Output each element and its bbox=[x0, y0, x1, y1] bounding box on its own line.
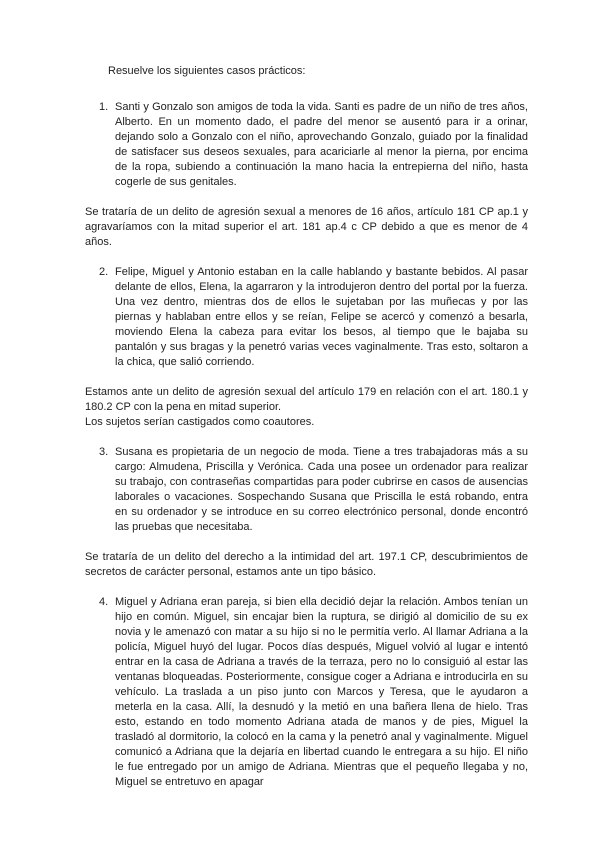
case-number-1: 1. bbox=[99, 101, 109, 113]
answer-2-line-2: Los sujetos serían castigados como coautores. bbox=[85, 416, 315, 428]
case-text-3: Susana es propietaria de un negocio de moda. Tiene a tres trabajadoras más a su cargo: Almudena, Priscilla y Verónica. Cada una posee un ordenador para realizar su trabajo, con contraseñas compartidas para poder cubrirse en casos de ausencias laborales o vacaciones. Sospechando Susana que Priscilla le está robando, entra en su ordenador y se introduce en su correo electrónico personal, donde encontró las pruebas que necesitaba. bbox=[115, 446, 528, 533]
answer-2-line-1: Estamos ante un delito de agresión sexual del artículo 179 en relación con el art. 180.1 y 180.2 CP con la pena en mitad superior. bbox=[85, 386, 528, 413]
case-number-2: 2. bbox=[99, 266, 109, 278]
answer-paragraph-3: Se trataría de un delito del derecho a la intimidad del art. 197.1 CP, descubrimientos de secretos de carácter personal, estamos ante un tipo básico. bbox=[85, 551, 528, 578]
case-text-4: Miguel y Adriana eran pareja, si bien ella decidió dejar la relación. Ambos tenían un hijo en común. Miguel, sin encajar bien la ruptura, se dirigió al domicilio de su ex novia y le amenazó con matar a su hijo si no le permitía verlo. Al llamar Adriana a la policía, Miguel huyó del lugar. Pocos días después, Miguel volvió al lugar e intentó entrar en la casa de Adriana a través de la terraza, pero no lo consiguió al estar las ventanas bloqueadas. Posteriormente, consigue coger a Adriana e introducirla en su vehículo. La traslada a un piso junto con Marcos y Teresa, que le ayudaron a meterla en la casa. Allí, la desnudó y la metió en una bañera llena de hielo. Tras esto, estando en todo momento Adriana atada de manos y de pies, Miguel la trasladó al dormitorio, la colocó en la cama y la penetró anal y vaginalmente. Miguel comunicó a Adriana que la dejaría en libertad cuando le entregara a su hijo. El niño le fue entregado por un amigo de Adriana. Mientras que el pequeño llegaba y no, Miguel se entretuvo en apagar bbox=[115, 596, 528, 788]
intro-text: Resuelve los siguientes casos prácticos: bbox=[108, 65, 306, 77]
case-item-4 bbox=[99, 595, 528, 790]
answer-paragraph-1: Se trataría de un delito de agresión sexual a menores de 16 años, artículo 181 CP ap.1 y agravaríamos con la mitad superior el art. 181 ap.4 c CP debido a que es menor de 4 años. bbox=[85, 206, 528, 248]
case-text-1: Santi y Gonzalo son amigos de toda la vida. Santi es padre de un niño de tres años, Alberto. En un momento dado, el padre del menor se ausentó para ir a orinar, dejando solo a Gonzalo con el niño, aprovechando Gonzalo, guiado por la finalidad de satisfacer sus deseos sexuales, para acariciarle al menor la pierna, por encima de la ropa, subiendo a continuación la mano hacia la entrepierna del niño, hasta cogerle de sus genitales. bbox=[115, 101, 528, 188]
answer-paragraph-2 bbox=[85, 385, 528, 430]
case-text-2: Felipe, Miguel y Antonio estaban en la calle hablando y bastante bebidos. Al pasar delante de ellos, Elena, la agarraron y la introdujeron dentro del portal por la fuerza. Una vez dentro, mientras dos de ellos le sujetaban por las muñecas y por las piernas y hablaban entre ellos y se reían, Felipe se acercó y comenzó a besarla, moviendo Elena la cabeza para evitar los besos, al tiempo que le bajaba su pantalón y sus bragas y la penetró varias veces vaginalmente. Tras esto, soltaron a la chica, que salió corriendo. bbox=[115, 266, 528, 368]
case-item-3 bbox=[99, 445, 528, 535]
case-number-3: 3. bbox=[99, 446, 109, 458]
case-item-2 bbox=[99, 265, 528, 370]
case-number-4: 4. bbox=[99, 596, 109, 608]
case-item-1 bbox=[99, 100, 528, 190]
